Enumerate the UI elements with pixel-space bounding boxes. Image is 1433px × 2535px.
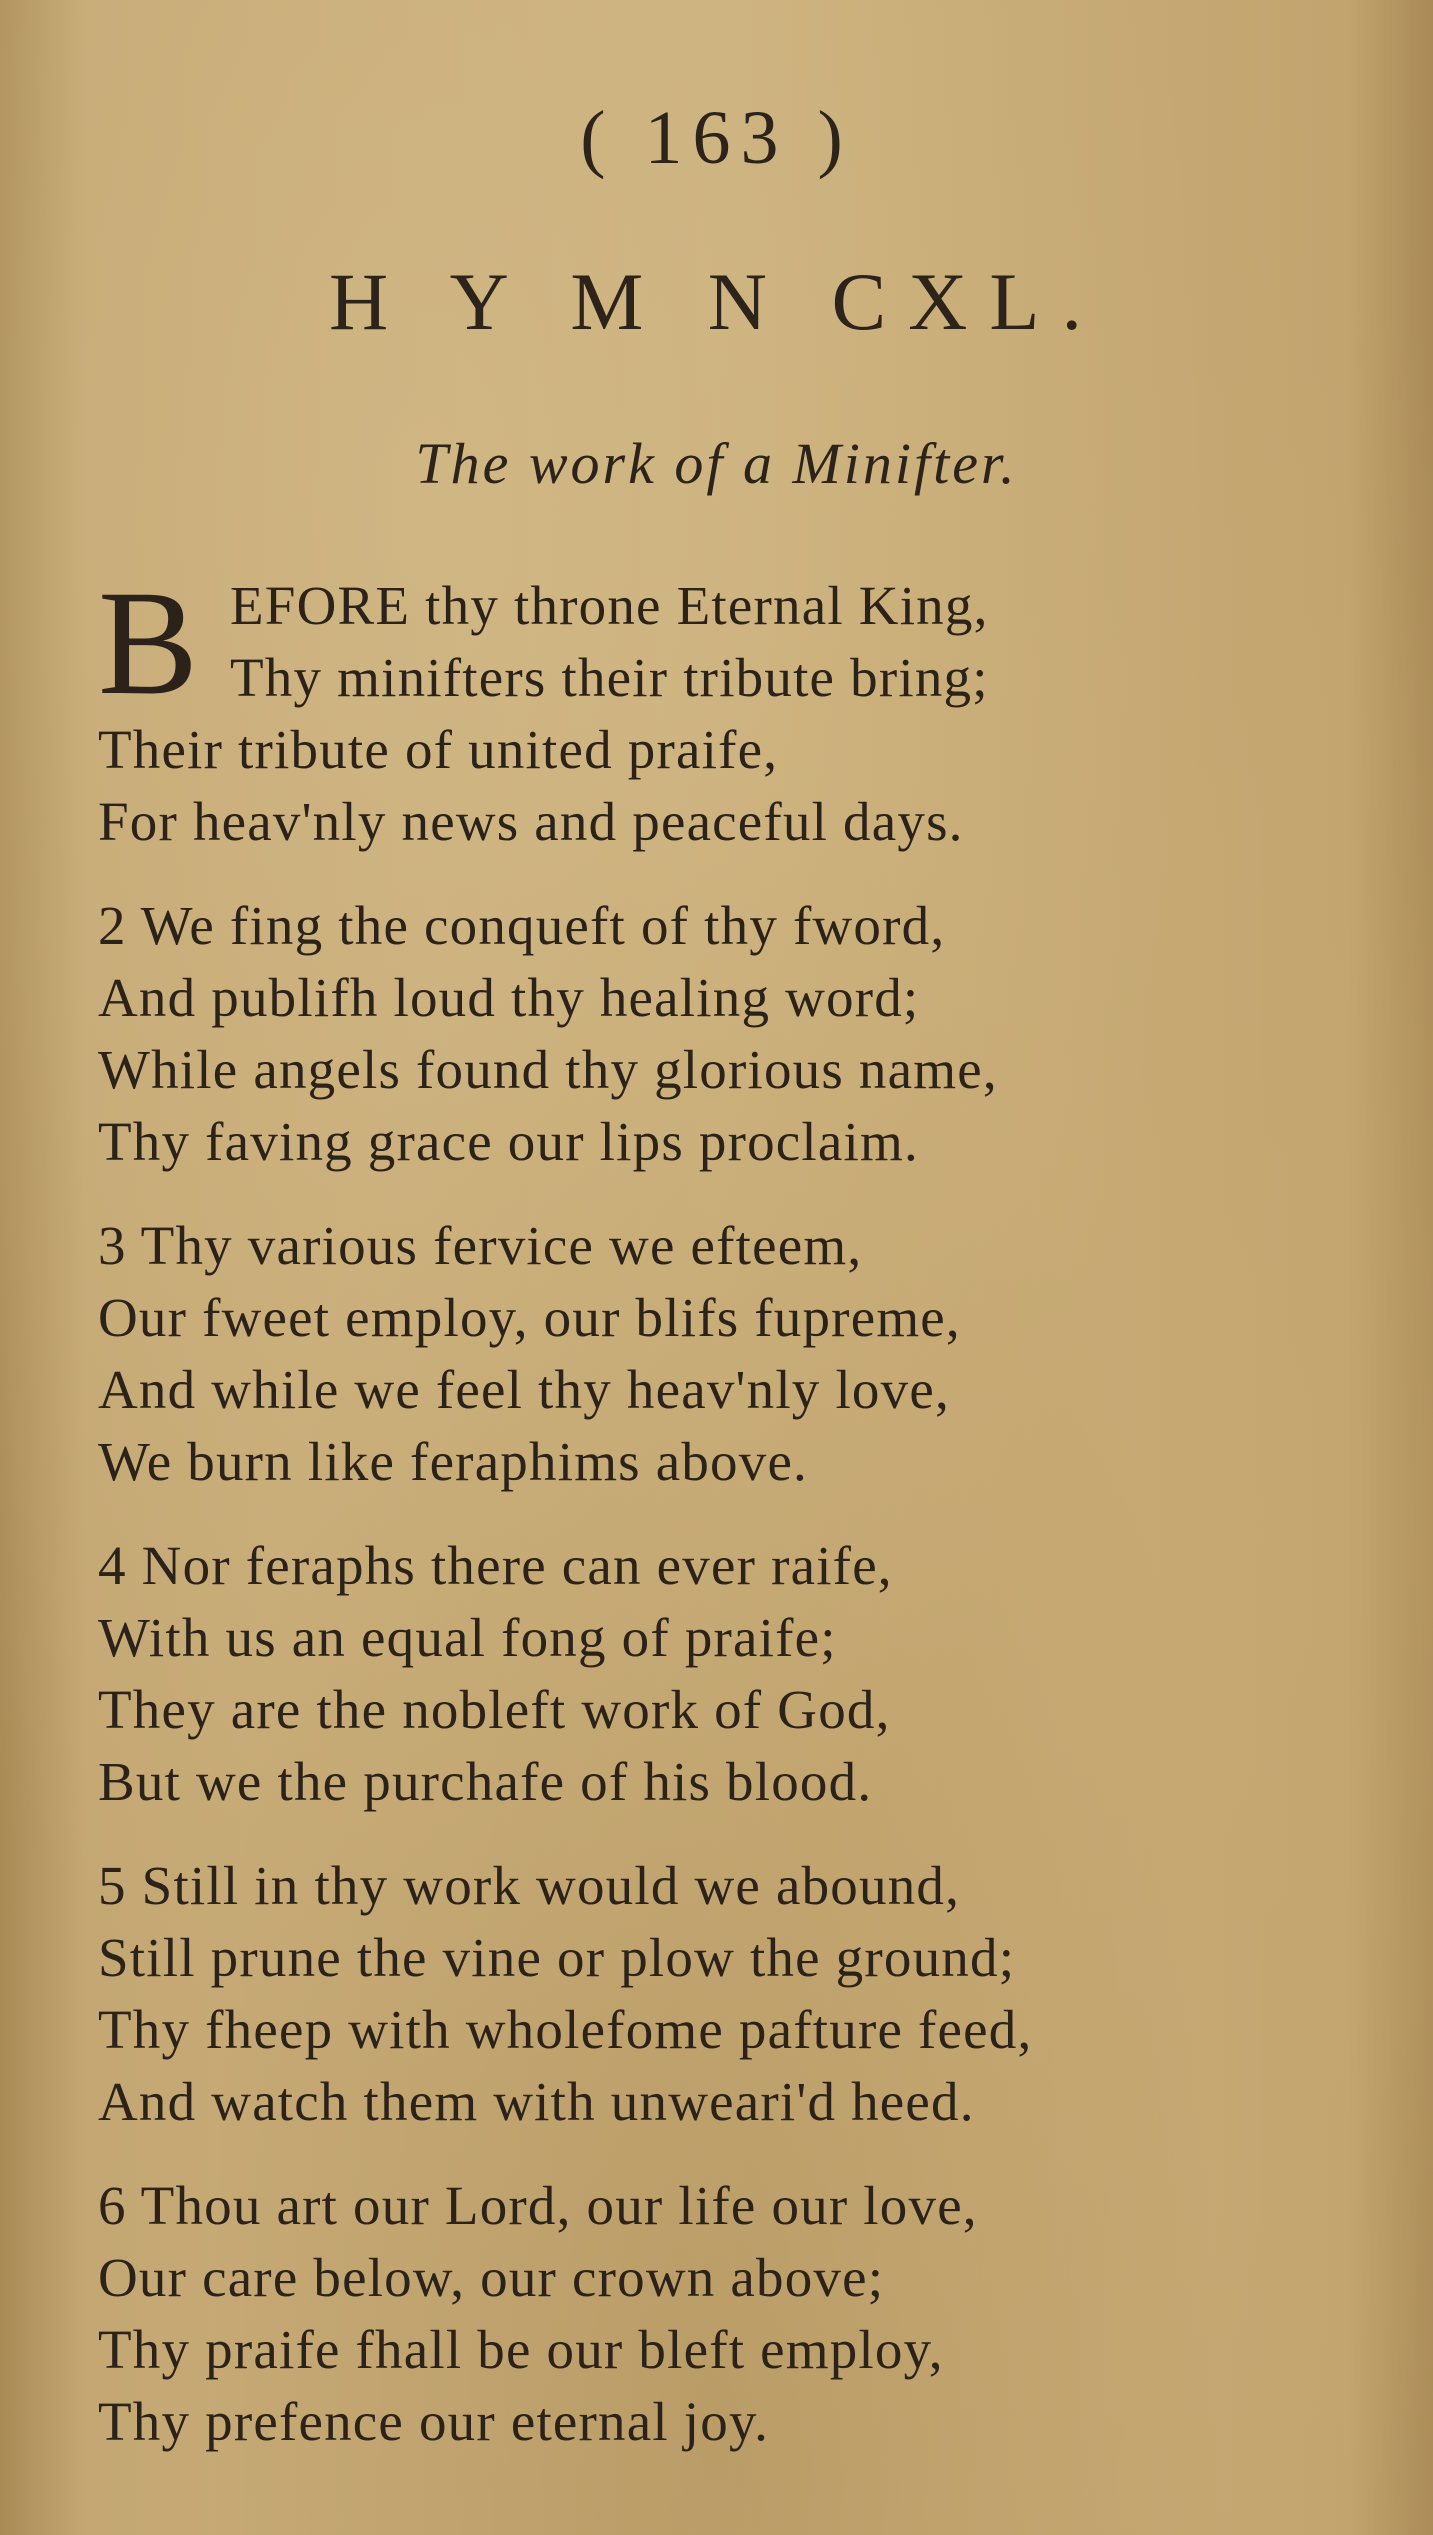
verse-line: And while we feel thy heav'nly love,	[98, 1359, 950, 1420]
drop-cap: B	[98, 560, 199, 726]
verse-line: 2 We fing the conqueft of thy fword,	[98, 895, 946, 956]
verse-line: Thy minifters their tribute bring;	[230, 647, 989, 708]
verse-line: For heav'nly news and peaceful days.	[98, 791, 964, 852]
verse-line: But we the purchafe of his blood.	[98, 1751, 873, 1812]
verse-2	[98, 890, 1388, 1178]
hymn-verses	[98, 560, 1388, 2490]
hymn-title: H Y M N CXL.	[329, 256, 1104, 347]
verse-line: While angels found thy glorious name,	[98, 1039, 998, 1100]
verse-line: Thy fheep with wholefome pafture feed,	[98, 1999, 1033, 2060]
verse-line: 5 Still in thy work would we abound,	[98, 1855, 961, 1916]
verse-line: Thy praife fhall be our bleft employ,	[98, 2319, 944, 2380]
verse-line: With us an equal fong of praife;	[98, 1607, 837, 1668]
page-number-header: ( 163 )	[580, 96, 853, 180]
verse-line: And publifh loud thy healing word;	[98, 967, 920, 1028]
verse-line: 6 Thou art our Lord, our life our love,	[98, 2175, 978, 2236]
verse-line: We burn like feraphims above.	[98, 1431, 809, 1492]
verse-line: EFORE thy throne Eternal King,	[230, 575, 989, 636]
verse-1-opening	[98, 560, 1388, 726]
verse-5	[98, 1850, 1388, 2138]
verse-line: And watch them with unweari'd heed.	[98, 2071, 975, 2132]
verse-line: Our fweet employ, our blifs fupreme,	[98, 1287, 961, 1348]
verse-3	[98, 1210, 1388, 1498]
verse-line: Thy faving grace our lips proclaim.	[98, 1111, 919, 1172]
verse-line: Still prune the vine or plow the ground;	[98, 1927, 1016, 1988]
verse-4	[98, 1530, 1388, 1818]
verse-line: Their tribute of united praife,	[98, 719, 779, 780]
verse-line: They are the nobleft work of God,	[98, 1679, 891, 1740]
verse-line: Our care below, our crown above;	[98, 2247, 885, 2308]
verse-line: Thy prefence our eternal joy.	[98, 2391, 770, 2452]
verse-6	[98, 2170, 1388, 2458]
verse-line: 3 Thy various fervice we efteem,	[98, 1215, 863, 1276]
hymn-subtitle: The work of a Minifter.	[415, 431, 1018, 496]
verse-line: 4 Nor feraphs there can ever raife,	[98, 1535, 893, 1596]
verse-1	[98, 560, 1388, 858]
